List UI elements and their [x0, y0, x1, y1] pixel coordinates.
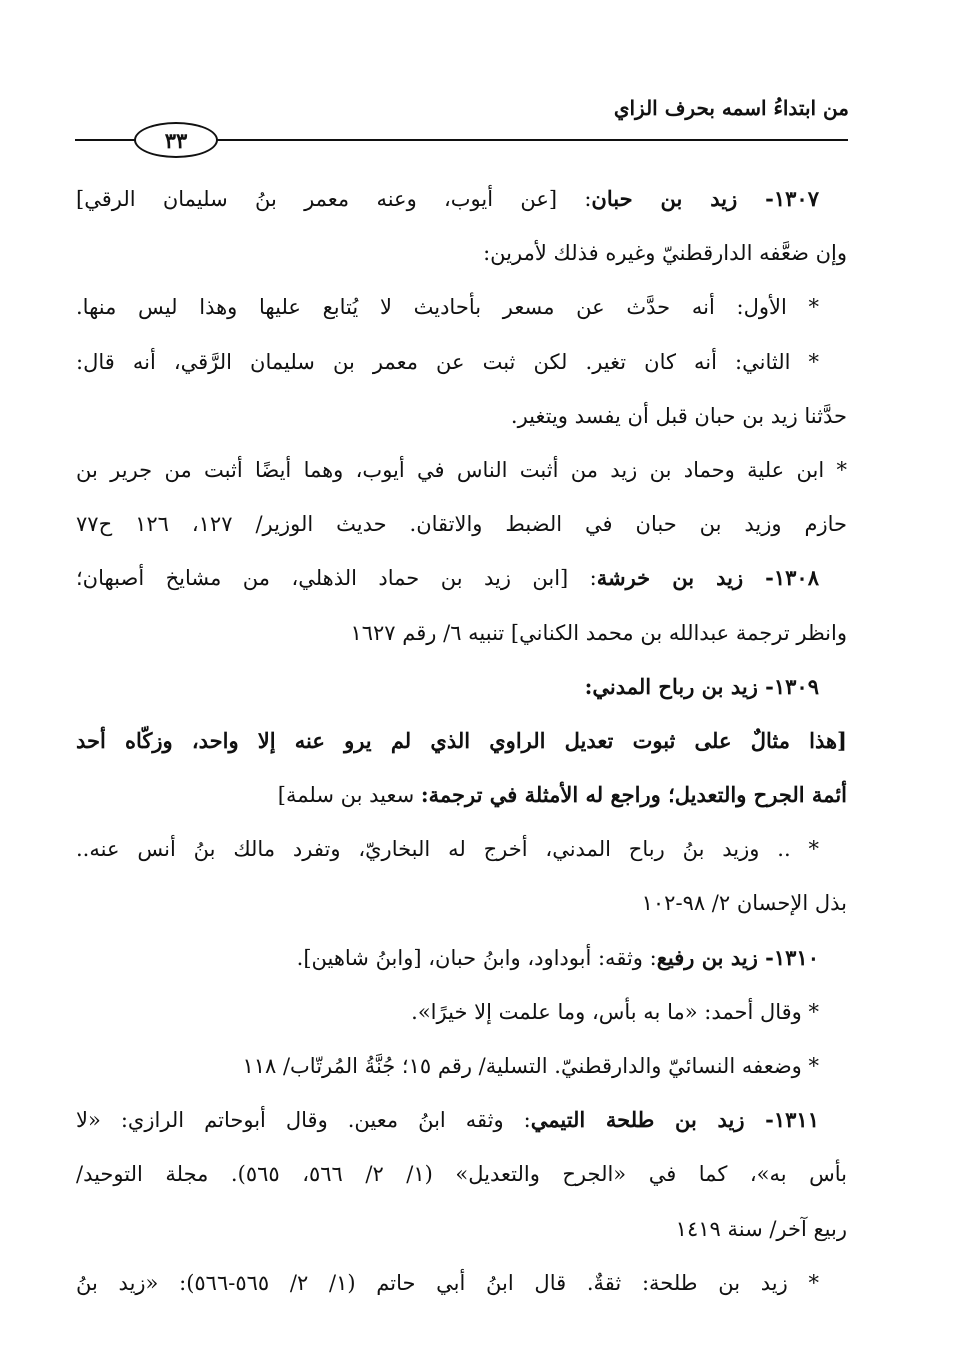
text-line: * زيد بن طلحة: ثقةٌ. قال ابنُ أبي حاتم (١/ ٢/ ٥٦٥-٥٦٦): «زيد بنُ: [76, 1270, 819, 1295]
entry-text: : [عن أيوب، وعنه معمر بنُ سليمان الرقي]: [76, 187, 592, 211]
entry-text: : وثقه: أبوداود، وابنُ حبان، [وابنُ شاهين].: [296, 945, 657, 970]
bold-note-line: [76, 768, 847, 822]
text-line: * ابن علية وحماد بن زيد من أثبت الناس في أيوب، وهما أيضًا أثبت من جرير بن: [76, 457, 847, 482]
entry-heading: ١٣٠٧- زيد بن حبان: [591, 186, 819, 211]
entry-heading: ١٣٠٨- زيد بن خرشة: [596, 565, 819, 591]
entry-heading: ١٣١١- زيد بن طلحة التيمي: [530, 1107, 819, 1133]
entry-heading: ١٣١٠- زيد بن رفيع: [656, 944, 819, 970]
entry-1311-line: [76, 1093, 847, 1147]
text-line: حدَّثنا زيد بن حبان قبل أن يفسد ويتغير.: [510, 403, 847, 428]
page-body: [76, 172, 847, 1310]
page-number: [134, 122, 218, 158]
text-line: ربيع آخر/ سنة ١٤١٩: [675, 1216, 847, 1241]
note-text: أئمة الجرح والتعديل؛ وراجع له الأمثلة في ترجمة:: [420, 782, 847, 808]
text-line: * .. وزيد بنُ رباح المدني، أخرج له البخاريّ، وتفرد مالك بنُ أنس عنه..: [76, 837, 819, 862]
text-line: وإن ضعَّفه الدارقطنيّ وغيره فذلك لأمرين:: [483, 241, 847, 266]
text-line: وانظر ترجمة عبدالله بن محمد الكناني] تنبيه ٦/ رقم ١٦٢٧: [350, 620, 847, 645]
text-line: بأس به»، كما في «الجرح والتعديل» (١/ ٢/ ٥٦٦، ٥٦٥). مجلة التوحيد/: [76, 1162, 847, 1187]
note-reference: سعيد بن سلمة]: [277, 783, 421, 808]
text-line: * وضعفه النسائيّ والدارقطنيّ. التسلية/ رقم ١٥؛ جُنَّةُ المُرتّاب/ ١١٨: [242, 1054, 819, 1078]
entry-1309-heading: ١٣٠٩- زيد بن رباح المدني:: [584, 673, 819, 699]
text-line: * الأول: أنه حدَّث عن مسعر بأحاديث لا يُتابع عليها وهذا ليس منها.: [76, 295, 819, 320]
entry-text: : وثقه ابنُ معين. وقال أبوحاتم الرازي: «لا: [76, 1108, 531, 1133]
text-line: * وقال أحمد: «ما به بأس، وما علمت إلا خيرًا».: [411, 999, 819, 1024]
text-line: بذل الإحسان ٢/ ٩٨-١٠٢: [641, 891, 847, 916]
page-number-text: ٣٣: [164, 127, 188, 153]
running-header: من ابتداءُ اسمه بحرف الزاي: [613, 96, 849, 120]
text-line: * الثاني: أنه كان تغير. لكن ثبت عن معمر بن سليمان الرَّقي، أنه قال:: [76, 349, 819, 374]
entry-1308-line: [76, 551, 847, 605]
entry-1307-line: [76, 172, 847, 226]
bold-note-line: [هذا مثالٌ على ثبوت تعديل الراوي الذي لم يرو عنه إلا واحد، وزكّاه أحد: [76, 727, 847, 753]
entry-text: : [ابن زيد بن حماد الذهلي، من مشايخ أصبهان؛: [76, 566, 597, 591]
entry-1310-line: [76, 931, 847, 985]
text-line: حازم وزيد بن حبان في الضبط والاتقان. حديث الوزير/ ١٢٧، ١٢٦ ح٧٧: [76, 512, 847, 537]
